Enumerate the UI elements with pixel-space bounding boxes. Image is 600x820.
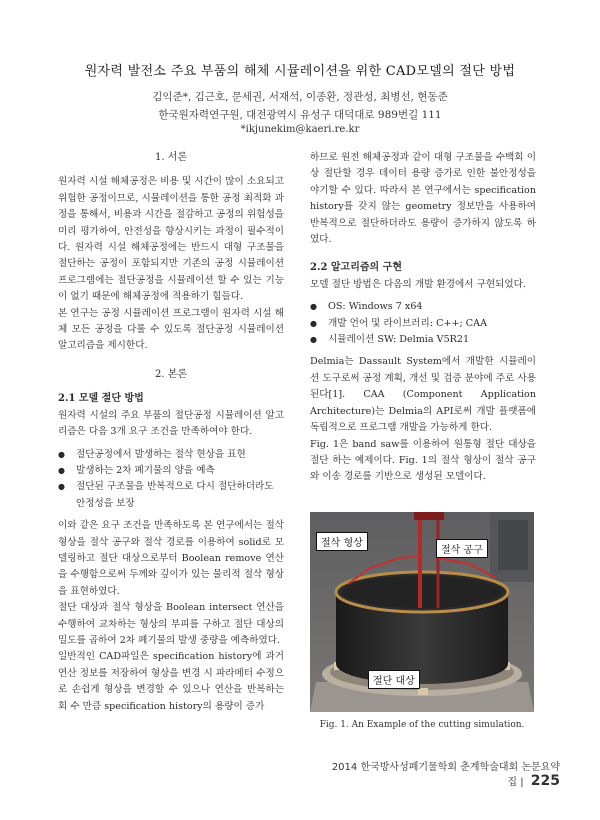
- subsection-2-2-title: 2.2 알고리즘의 구현: [310, 262, 402, 274]
- author-list: 김익준*, 김근호, 문세권, 서재석, 이종환, 정관성, 최병선, 현동준: [152, 91, 448, 103]
- figure-caption: Fig. 1. An Example of the cutting simulation.: [319, 720, 525, 730]
- page-number: 225: [530, 773, 560, 789]
- list-item: ● 개발 언어 및 라이브러리: C++; CAA: [310, 316, 536, 332]
- intro-paragraph-1: 원자력 시설 해체공정은 비용 및 시간이 많이 소요되고 위험한 공정이므로, 시뮬레이션을 통한 공정 최적화 과정을 통해서, 비용과 시간을 절감하고 공정의 위험성을 미리 평가하여, 안전성을 향상시키는 과정이 필수적이다. 원자력 시설 해체공정에는 반드시 대형 구조물을 절단하는 공정이 포함되지만 기존의 공정 시뮬레이션 프로그램에는 절단공정을 시뮬레이션 할 수 있는 기능이 없기 때문에 해체공정에 적용하기 힘들다.: [58, 176, 284, 303]
- list-item: ● OS: Windows 7 x64: [310, 299, 536, 315]
- list-item: ● 시뮬레이션 SW: Delmia V5R21: [310, 332, 536, 348]
- subsection-2-1-title: 2.1 모델 절단 방법: [58, 393, 144, 405]
- body-paragraph-continued: 하므로 원전 해체공정과 같이 대형 구조물을 수백회 이상 절단할 경우 데이터 용량 증가로 인한 불안정성을 야기할 수 있다. 따라서 본 연구에서는 specification history를 갖지 않는 geometry 정보만을 사용하여 반복적으로 절단하더라도 용량이 증가하지 않도록 하였다.: [310, 152, 536, 246]
- cutting-simulation-figure: [310, 512, 534, 712]
- label-cutting-target: 절단 대상: [368, 670, 420, 689]
- paper-title: 원자력 발전소 주요 부품의 해체 시뮬레이션을 위한 CAD모델의 절단 방법: [84, 64, 516, 79]
- section-intro-title: 1. 서론: [154, 152, 188, 163]
- page-footer: [330, 758, 560, 789]
- subsection-2-2-paragraph: 모델 절단 방법은 다음의 개발 환경에서 구현되었다.: [310, 278, 526, 290]
- right-column: [310, 150, 536, 486]
- label-cutting-shape: 절삭 형상: [316, 532, 368, 551]
- list-item: ● 절단공정에서 발생하는 절삭 현상을 표현: [58, 447, 284, 463]
- delmia-paragraph: Delmia는 Dassault System에서 개발한 시뮬레이션 도구로써 공정 계획, 개선 및 검증 분야에 주로 사용된다[1]. CAA (Component Application Architecture)는 Delmia의 API로써 개발 플랫폼에 독립적으로 프로그램 개발을 가능하게 한다.: [310, 356, 536, 434]
- body-paragraph-b: 절단 대상과 절삭 형상을 Boolean intersect 연산을 수행하여 교차하는 형상의 부피를 구하고 절단 대상의 밀도를 곱하여 2차 폐기물의 발생 중량을 예측하였다.: [58, 602, 284, 646]
- affiliation: 한국원자력연구원, 대전광역시 유성구 대덕대로 989번길 111: [158, 109, 442, 121]
- body-paragraph-a: 이와 같은 요구 조건을 만족하도록 본 연구에서는 절삭 형상을 절삭 공구와 절삭 경로를 이용하여 solid로 모델링하고 절단 대상으로부터 Boolean remove 연산을 수행함으로써 두께와 깊이가 있는 물리적 절삭 형상을 표현하였다.: [58, 520, 284, 597]
- footer-text: 2014 한국방사성폐기물학회 춘계학술대회 논문요약집: [331, 762, 560, 788]
- footer-divider: |: [517, 777, 527, 788]
- contact-email: *ikjunekim@kaeri.re.kr: [240, 124, 360, 135]
- environment-list: [310, 299, 536, 348]
- list-item: ● 절단된 구조물을 반복적으로 다시 절단하더라도 안정성을 보장: [58, 479, 284, 512]
- subsection-2-1-paragraph: 원자력 시설의 주요 부품의 절단공정 시뮬레이션 알고리즘은 다음 3개 요구 조건을 만족하여야 한다.: [58, 409, 284, 438]
- requirement-list: [58, 447, 284, 513]
- body-paragraph-c: 일반적인 CAD파일은 specification history에 과거 연산 정보를 저장하여 형상을 변경 시 파라메터 수정으로 손쉽게 형상을 변경할 수 있으나 연산을 반복하는 회 수 만큼 specification history의 용량이 증가: [58, 651, 284, 712]
- list-item: ● 발생하는 2차 폐기물의 양을 예측: [58, 463, 284, 479]
- left-column: [58, 150, 284, 715]
- label-cutting-tool: 절삭 공구: [436, 539, 488, 558]
- intro-paragraph-2: 본 연구는 공정 시뮬레이션 프로그램이 원자력 시설 해체 모든 공정을 다룰 수 있도록 절단공정 시뮬레이션 알고리즘을 제시한다.: [58, 307, 284, 352]
- section-main-title: 2. 본론: [154, 368, 188, 380]
- figure-description-paragraph: Fig. 1은 band saw를 이용하여 원통형 절단 대상을 절단 하는 예제이다. Fig. 1의 절삭 형상이 절삭 공구와 이송 경로를 기반으로 생성된 모델이다.: [310, 438, 536, 483]
